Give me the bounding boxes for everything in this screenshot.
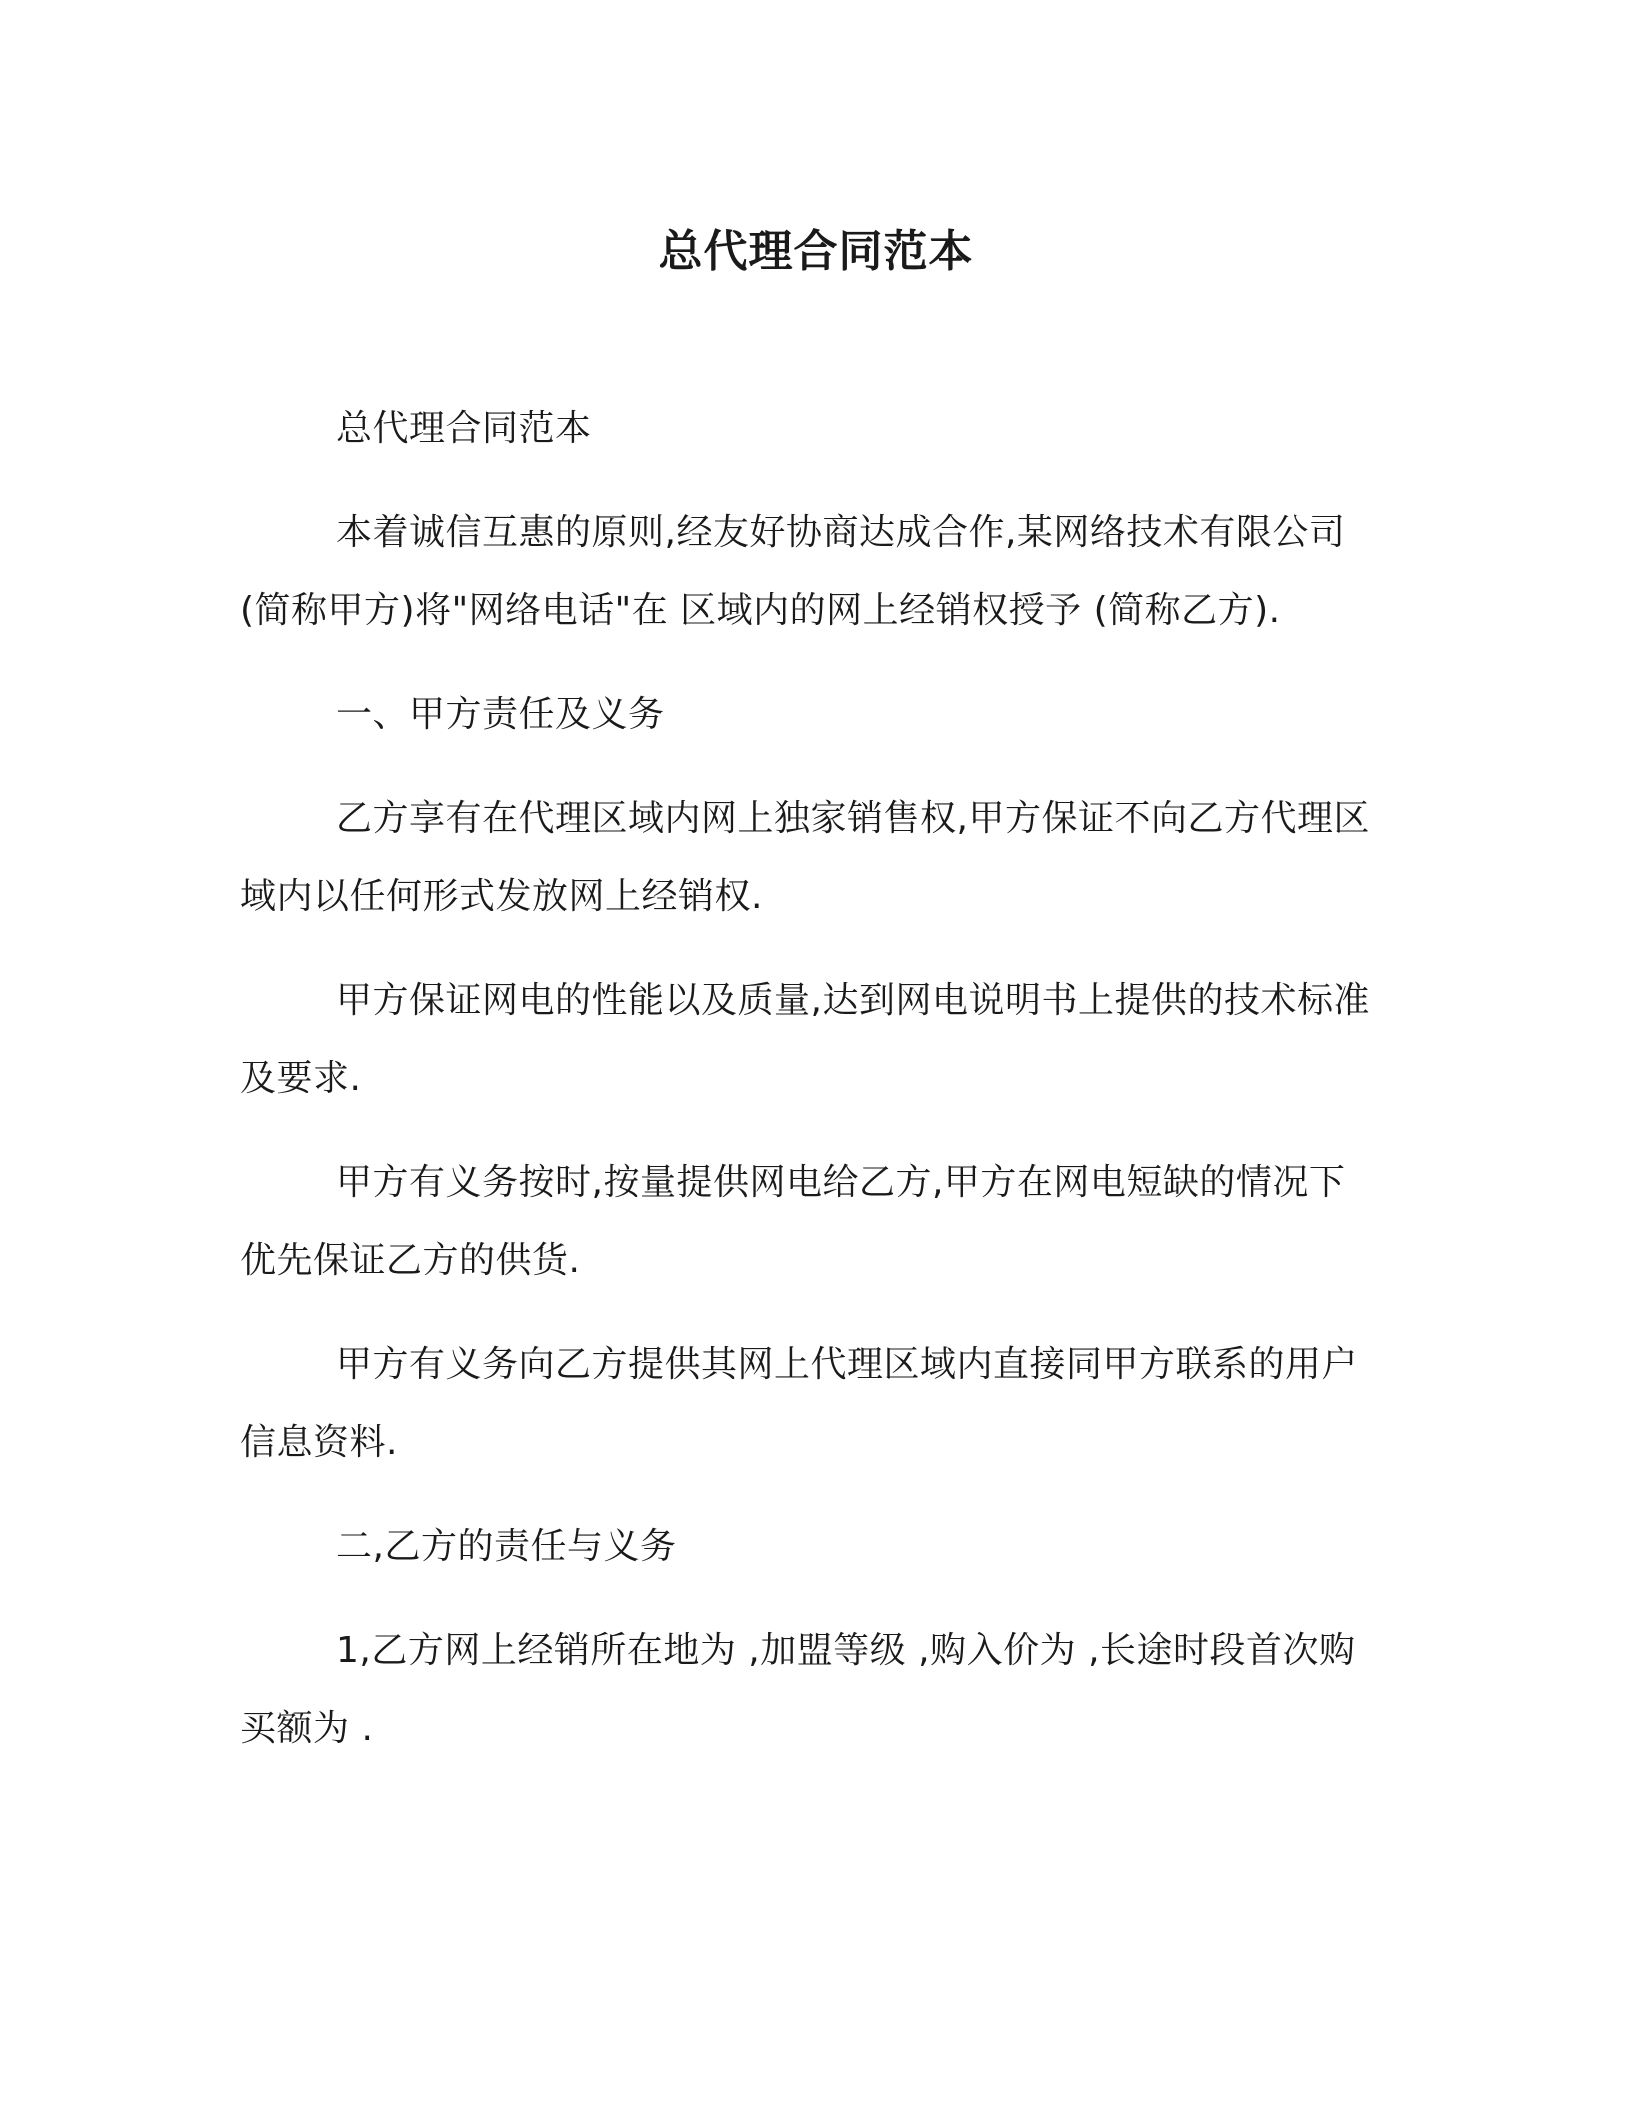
paragraph-intro: 本着诚信互惠的原则,经友好协商达成合作,某网络技术有限公司(简称甲方)将"网络电话"在 区域内的网上经销权授予 (简称乙方). — [240, 512, 1346, 631]
paragraph-supply-obligation: 甲方有义务按时,按量提供网电给乙方,甲方在网电短缺的情况下优先保证乙方的供货. — [240, 1162, 1346, 1281]
section-heading-party-a: 一、甲方责任及义务 — [336, 694, 665, 735]
paragraph-distribution-terms: 1,乙方网上经销所在地为 ,加盟等级 ,购入价为 ,长途时段首次购买额为 . — [240, 1630, 1356, 1749]
document-title: 总代理合同范本 — [658, 226, 974, 277]
document-body — [240, 390, 1380, 1794]
paragraph-quality-guarantee: 甲方保证网电的性能以及质量,达到网电说明书上提供的技术标准及要求. — [240, 980, 1370, 1099]
section-heading-party-b: 二,乙方的责任与义务 — [336, 1526, 677, 1567]
paragraph-user-info: 甲方有义务向乙方提供其网上代理区域内直接同甲方联系的用户信息资料. — [240, 1344, 1359, 1463]
paragraph-exclusive-rights: 乙方享有在代理区域内网上独家销售权,甲方保证不向乙方代理区域内以任何形式发放网上经销权. — [240, 798, 1370, 917]
paragraph-subtitle: 总代理合同范本 — [336, 408, 592, 449]
